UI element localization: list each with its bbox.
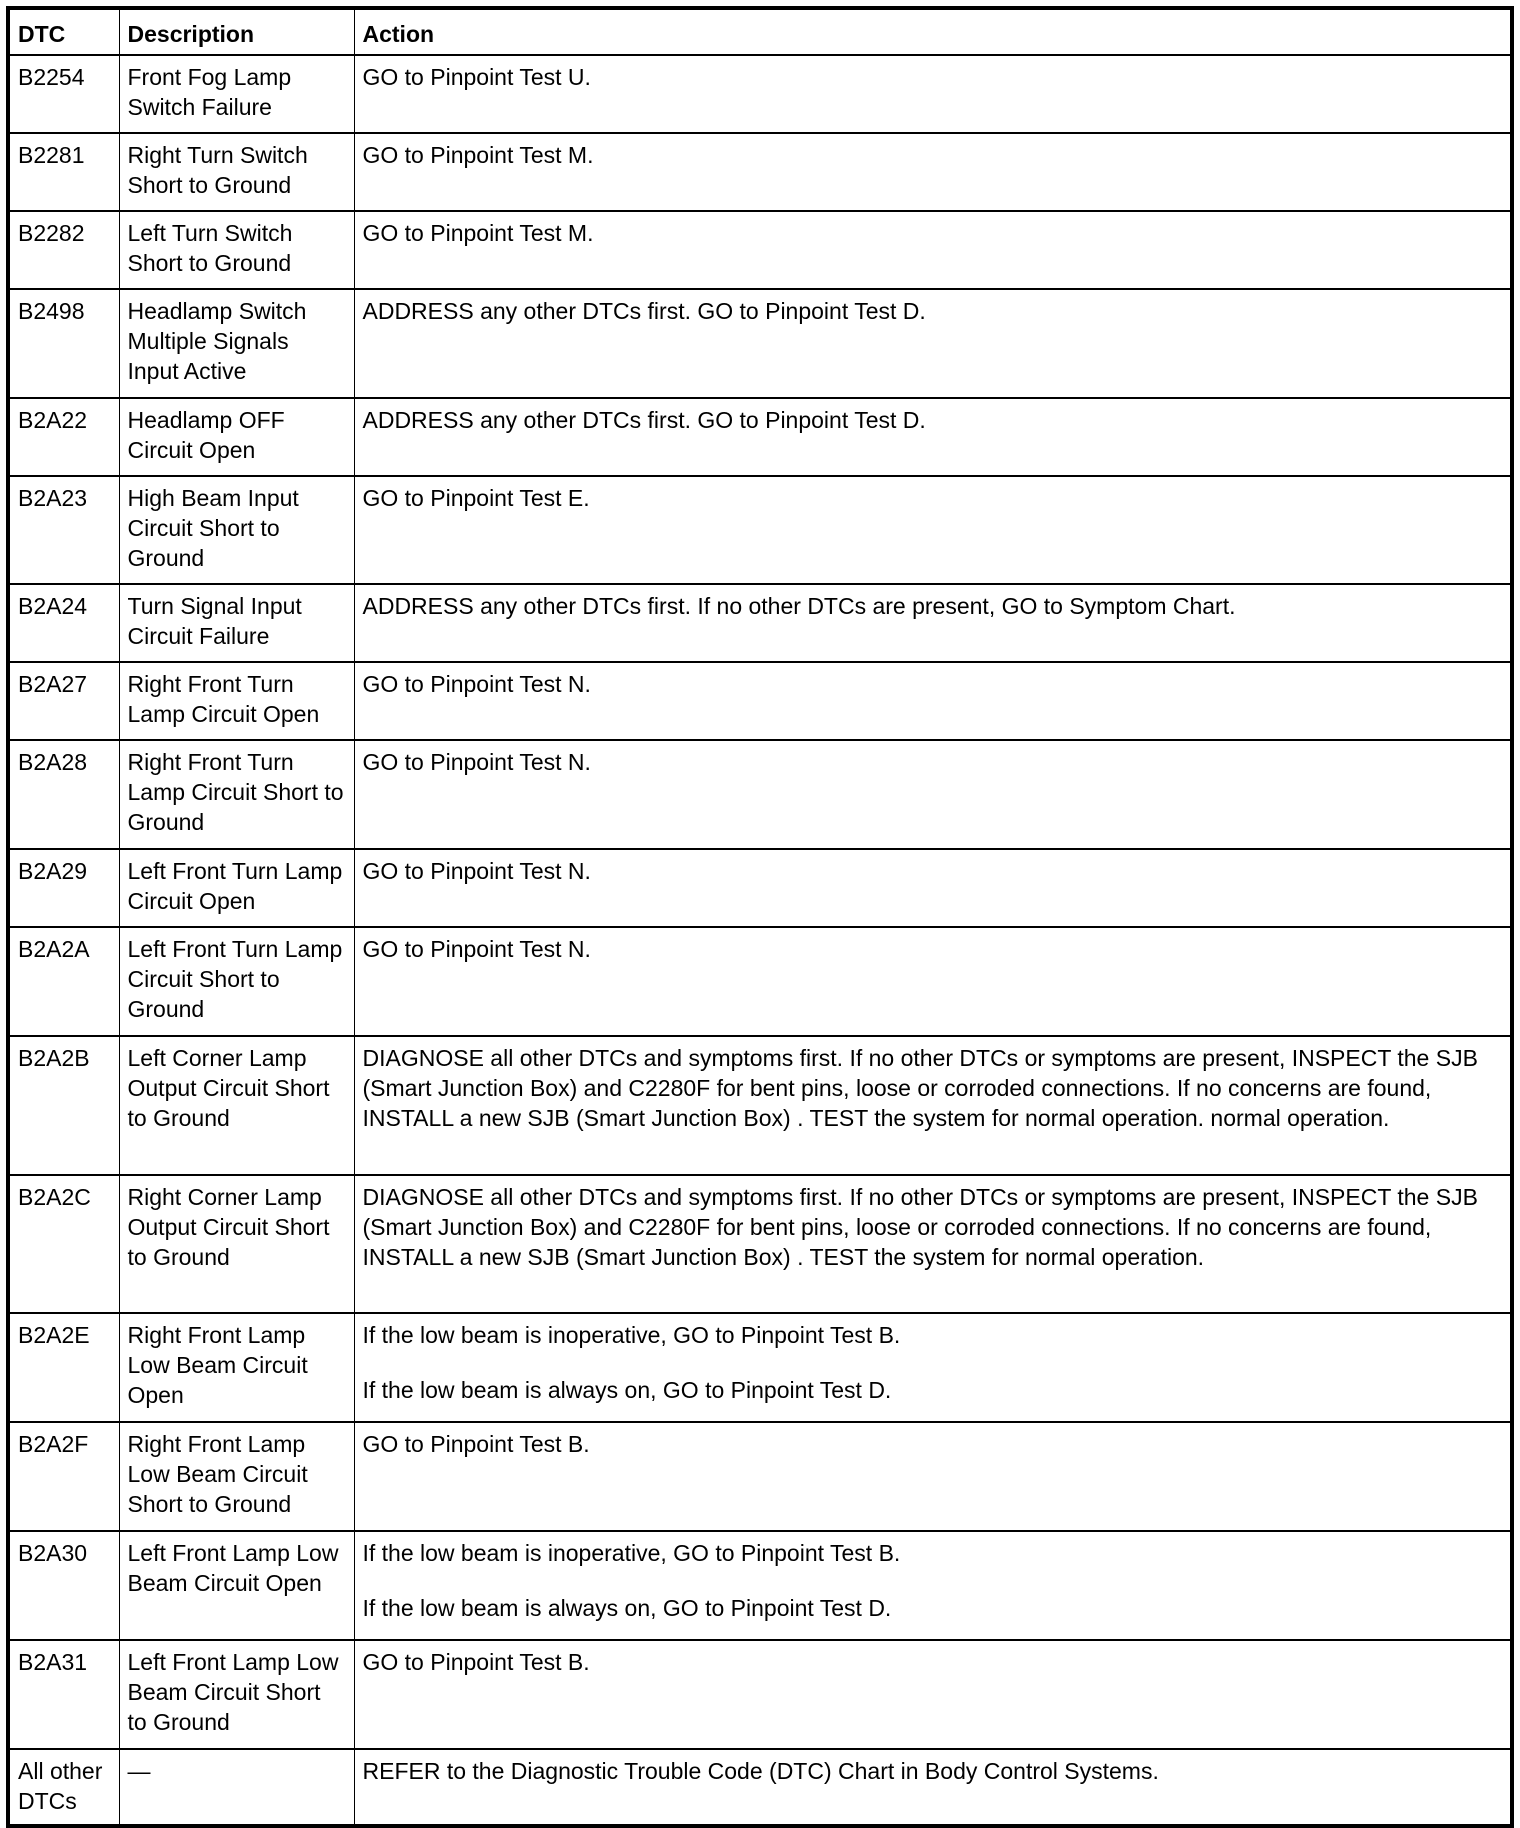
description-cell: Right Front Lamp Low Beam Circuit Short to Ground	[119, 1422, 354, 1531]
table-row	[8, 55, 1512, 133]
action-text: GO to Pinpoint Test B.	[362, 1431, 590, 1457]
action-cell	[354, 289, 1512, 398]
description-cell: Left Front Turn Lamp Circuit Short to Ground	[119, 927, 354, 1036]
dtc-cell: B2A27	[8, 662, 119, 740]
description-cell: Front Fog Lamp Switch Failure	[119, 55, 354, 133]
action-text: DIAGNOSE all other DTCs and symptoms first. If no other DTCs or symptoms are present, INSPECT the SJB (Smart Junction Box) and C2280F for bent pins, loose or corroded connections. If no concerns are found, INSTALL a new SJB (Smart Junction Box) . TEST the system for normal operation.	[362, 1184, 1478, 1270]
action-text: If the low beam is always on, GO to Pinpoint Test D.	[362, 1377, 892, 1403]
description-cell: High Beam Input Circuit Short to Ground	[119, 476, 354, 584]
header-row	[8, 8, 1512, 55]
dtc-cell: B2A2C	[8, 1175, 119, 1313]
table-row	[8, 476, 1512, 584]
action-text: GO to Pinpoint Test M.	[362, 142, 594, 168]
action-text: GO to Pinpoint Test N.	[362, 858, 591, 884]
action-text: ADDRESS any other DTCs first. If no other DTCs are present, GO to Symptom Chart.	[362, 593, 1236, 619]
action-cell	[354, 211, 1512, 289]
dtc-cell: B2282	[8, 211, 119, 289]
table-row	[8, 1749, 1512, 1826]
header-action: Action	[354, 8, 1512, 55]
dtc-cell: B2A2E	[8, 1313, 119, 1422]
dtc-cell: B2A2F	[8, 1422, 119, 1531]
description-cell: Right Turn Switch Short to Ground	[119, 133, 354, 211]
table-row	[8, 133, 1512, 211]
table-row	[8, 584, 1512, 662]
action-text: GO to Pinpoint Test E.	[362, 485, 590, 511]
action-cell	[354, 927, 1512, 1036]
action-text: If the low beam is inoperative, GO to Pinpoint Test B.	[362, 1540, 901, 1566]
table-row	[8, 1640, 1512, 1749]
action-cell	[354, 476, 1512, 584]
action-cell	[354, 1036, 1512, 1175]
action-text: ADDRESS any other DTCs first. GO to Pinpoint Test D.	[362, 298, 926, 324]
table-row	[8, 927, 1512, 1036]
table-row	[8, 289, 1512, 398]
action-cell	[354, 1640, 1512, 1749]
description-cell: Right Front Turn Lamp Circuit Short to Ground	[119, 740, 354, 849]
table-row	[8, 1175, 1512, 1313]
action-text: GO to Pinpoint Test M.	[362, 220, 594, 246]
dtc-cell: B2A22	[8, 398, 119, 476]
description-cell: Headlamp OFF Circuit Open	[119, 398, 354, 476]
action-text: GO to Pinpoint Test U.	[362, 64, 591, 90]
action-cell	[354, 584, 1512, 662]
action-cell	[354, 398, 1512, 476]
dtc-cell: B2254	[8, 55, 119, 133]
description-cell: Right Corner Lamp Output Circuit Short to Ground	[119, 1175, 354, 1313]
description-cell: Left Front Turn Lamp Circuit Open	[119, 849, 354, 927]
description-cell: Left Turn Switch Short to Ground	[119, 211, 354, 289]
dtc-cell: B2A2A	[8, 927, 119, 1036]
action-cell	[354, 55, 1512, 133]
dtc-table	[6, 6, 1514, 1828]
dtc-cell: B2281	[8, 133, 119, 211]
description-cell: Right Front Lamp Low Beam Circuit Open	[119, 1313, 354, 1422]
dtc-cell: B2A2B	[8, 1036, 119, 1175]
action-text: REFER to the Diagnostic Trouble Code (DTC) Chart in Body Control Systems.	[362, 1758, 1159, 1784]
table-row	[8, 849, 1512, 927]
table-row	[8, 1531, 1512, 1640]
dtc-cell: B2A28	[8, 740, 119, 849]
dtc-cell: All other DTCs	[8, 1749, 119, 1826]
action-text: ADDRESS any other DTCs first. GO to Pinpoint Test D.	[362, 407, 926, 433]
table-row	[8, 662, 1512, 740]
header-dtc: DTC	[8, 8, 119, 55]
table-row	[8, 211, 1512, 289]
action-cell	[354, 1531, 1512, 1640]
action-text: GO to Pinpoint Test B.	[362, 1649, 590, 1675]
description-cell: Turn Signal Input Circuit Failure	[119, 584, 354, 662]
description-cell: Left Corner Lamp Output Circuit Short to Ground	[119, 1036, 354, 1175]
action-text: GO to Pinpoint Test N.	[362, 936, 591, 962]
action-text: If the low beam is always on, GO to Pinpoint Test D.	[362, 1595, 892, 1621]
header-description: Description	[119, 8, 354, 55]
table-row	[8, 1422, 1512, 1531]
description-cell: Left Front Lamp Low Beam Circuit Open	[119, 1531, 354, 1640]
action-cell	[354, 1749, 1512, 1826]
action-text: If the low beam is inoperative, GO to Pinpoint Test B.	[362, 1322, 901, 1348]
action-cell	[354, 849, 1512, 927]
table-row	[8, 398, 1512, 476]
action-cell	[354, 740, 1512, 849]
action-text: DIAGNOSE all other DTCs and symptoms first. If no other DTCs or symptoms are present, INSPECT the SJB (Smart Junction Box) and C2280F for bent pins, loose or corroded connections. If no concerns are found, INSTALL a new SJB (Smart Junction Box) . TEST the system for normal operation. normal operation.	[362, 1045, 1478, 1131]
table-row	[8, 740, 1512, 849]
dtc-cell: B2A29	[8, 849, 119, 927]
description-cell: —	[119, 1749, 354, 1826]
description-cell: Left Front Lamp Low Beam Circuit Short to Ground	[119, 1640, 354, 1749]
action-cell	[354, 662, 1512, 740]
description-cell: Headlamp Switch Multiple Signals Input Active	[119, 289, 354, 398]
action-cell	[354, 1313, 1512, 1422]
action-cell	[354, 1175, 1512, 1313]
action-cell	[354, 1422, 1512, 1531]
dtc-cell: B2A24	[8, 584, 119, 662]
action-text: GO to Pinpoint Test N.	[362, 749, 591, 775]
action-text: GO to Pinpoint Test N.	[362, 671, 591, 697]
dtc-cell: B2A30	[8, 1531, 119, 1640]
dtc-cell: B2A23	[8, 476, 119, 584]
table-row	[8, 1313, 1512, 1422]
action-cell	[354, 133, 1512, 211]
table-row	[8, 1036, 1512, 1175]
description-cell: Right Front Turn Lamp Circuit Open	[119, 662, 354, 740]
dtc-cell: B2A31	[8, 1640, 119, 1749]
dtc-cell: B2498	[8, 289, 119, 398]
